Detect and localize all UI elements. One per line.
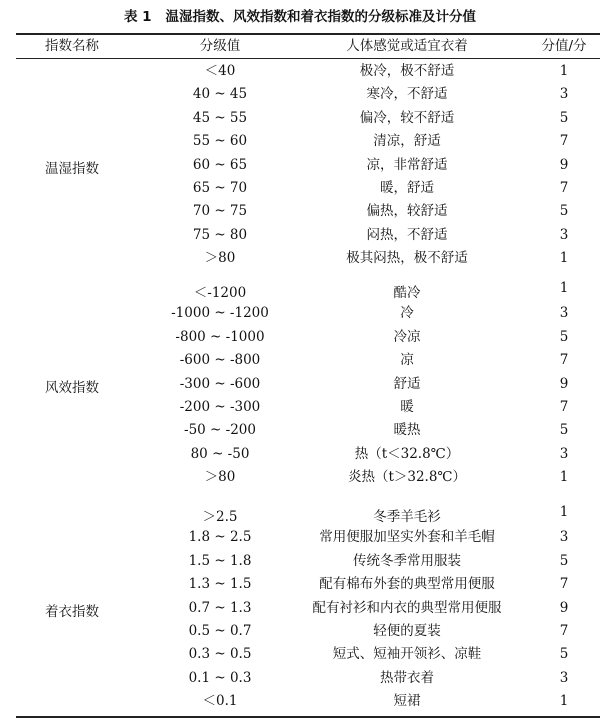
cell-feeling: 暖，舒适 xyxy=(380,180,434,196)
cell-score: 5 xyxy=(559,203,569,220)
cell-score: 1 xyxy=(559,693,569,710)
cell-feeling: 冷凉 xyxy=(393,328,421,345)
top-rule xyxy=(16,33,600,35)
cell-grade-value: ＜0.1 xyxy=(202,693,238,710)
cell-feeling: 配有衬衫和内衣的典型常用便服 xyxy=(312,599,502,616)
cell-score: 3 xyxy=(559,86,569,103)
cell-grade-value: -800 ~ -1000 xyxy=(175,328,265,345)
cell-grade-value: 0.1 ~ 0.3 xyxy=(188,669,252,686)
header-rule xyxy=(16,58,600,59)
cell-grade-value: 1.8 ~ 2.5 xyxy=(188,529,252,546)
cell-feeling: 寒冷，不舒适 xyxy=(366,86,448,103)
cell-feeling: 短式、短袖开领衫、凉鞋 xyxy=(332,646,482,663)
cell-grade-value: ＜-1200 xyxy=(193,285,247,301)
cell-score: 1 xyxy=(559,469,569,486)
cell-score: 9 xyxy=(559,156,569,173)
cell-score: 3 xyxy=(559,669,569,686)
cell-feeling: 常用便服加坚实外套和羊毛帽 xyxy=(319,529,495,546)
cell-grade-value: 65 ~ 70 xyxy=(192,180,248,196)
cell-grade-value: 80 ~ -50 xyxy=(190,445,250,462)
cell-feeling: 闷热，不舒适 xyxy=(366,226,448,243)
cell-score: 7 xyxy=(559,623,569,639)
cell-feeling: 舒适 xyxy=(393,375,421,392)
cell-score: 9 xyxy=(559,375,569,392)
cell-grade-value: 60 ~ 65 xyxy=(192,156,248,173)
cell-grade-value: 55 ~ 60 xyxy=(192,133,248,150)
cell-feeling: 极冷，极不舒适 xyxy=(359,63,455,79)
cell-grade-value: ＜40 xyxy=(204,63,236,79)
cell-grade-value: -600 ~ -800 xyxy=(179,352,261,369)
cell-feeling: 热带衣着 xyxy=(380,669,434,686)
cell-feeling: 传统冬季常用服装 xyxy=(353,552,461,569)
header-grade-value: 分级值 xyxy=(199,38,241,54)
cell-feeling: 配有棉布外套的典型常用便服 xyxy=(319,576,495,593)
cell-feeling: 极其闷热，极不舒适 xyxy=(346,250,468,267)
cell-feeling: 暖 xyxy=(400,399,414,415)
cell-grade-value: 0.3 ~ 0.5 xyxy=(188,646,252,663)
cell-score: 3 xyxy=(559,305,569,322)
cell-feeling: 偏冷，较不舒适 xyxy=(359,109,455,126)
group-name: 温湿指数 xyxy=(45,160,99,177)
cell-grade-value: 75 ~ 80 xyxy=(192,226,248,243)
cell-grade-value: -200 ~ -300 xyxy=(179,399,261,415)
cell-score: 5 xyxy=(559,552,569,569)
cell-grade-value: 40 ~ 45 xyxy=(192,86,248,103)
cell-grade-value: 70 ~ 75 xyxy=(192,203,248,220)
cell-score: 3 xyxy=(559,529,569,546)
cell-feeling: 冬季羊毛衫 xyxy=(373,509,441,525)
cell-score: 3 xyxy=(559,226,569,243)
header-feeling: 人体感觉或适宜衣着 xyxy=(346,38,468,54)
cell-feeling: 凉 xyxy=(400,352,414,369)
cell-grade-value: -50 ~ -200 xyxy=(184,422,256,439)
cell-score: 7 xyxy=(559,576,569,593)
bottom-rule xyxy=(16,716,600,718)
group-name: 着衣指数 xyxy=(45,603,99,620)
cell-grade-value: 1.3 ~ 1.5 xyxy=(188,576,252,593)
cell-score: 1 xyxy=(559,250,569,267)
cell-grade-value: ＞2.5 xyxy=(202,509,238,525)
table-number: 表 1 xyxy=(123,9,152,25)
cell-score: 1 xyxy=(559,504,569,520)
group-name: 风效指数 xyxy=(45,379,99,396)
header-index-name: 指数名称 xyxy=(45,38,99,54)
cell-score: 5 xyxy=(559,646,569,663)
cell-grade-value: 1.5 ~ 1.8 xyxy=(188,552,252,569)
cell-grade-value: ＞80 xyxy=(204,250,236,267)
cell-grade-value: 0.5 ~ 0.7 xyxy=(188,623,252,639)
cell-score: 3 xyxy=(559,445,569,462)
cell-score: 7 xyxy=(559,352,569,369)
cell-score: 1 xyxy=(559,280,569,296)
cell-feeling: 清凉，舒适 xyxy=(373,133,441,150)
table-title: 温湿指数、风效指数和着衣指数的分级标准及计分值 xyxy=(165,9,477,25)
cell-grade-value: -300 ~ -600 xyxy=(179,375,261,392)
cell-feeling: 酷冷 xyxy=(393,285,421,301)
cell-grade-value: ＞80 xyxy=(204,469,236,486)
cell-score: 5 xyxy=(559,422,569,439)
cell-score: 9 xyxy=(559,599,569,616)
cell-score: 7 xyxy=(559,399,569,415)
cell-feeling: 轻便的夏装 xyxy=(373,623,441,639)
cell-feeling: 冷 xyxy=(400,305,414,322)
cell-score: 7 xyxy=(559,133,569,150)
cell-score: 1 xyxy=(559,63,569,79)
cell-grade-value: 45 ~ 55 xyxy=(192,109,248,126)
cell-score: 5 xyxy=(559,109,569,126)
table-caption xyxy=(0,6,600,28)
cell-feeling: 凉，非常舒适 xyxy=(366,156,448,173)
cell-feeling: 偏热，较舒适 xyxy=(366,203,448,220)
cell-feeling: 炎热（t＞32.8℃） xyxy=(347,469,467,486)
header-score: 分值/分 xyxy=(541,38,587,54)
cell-grade-value: 0.7 ~ 1.3 xyxy=(188,599,252,616)
cell-feeling: 热（t＜32.8℃） xyxy=(354,445,460,462)
cell-feeling: 暖热 xyxy=(393,422,421,439)
cell-score: 5 xyxy=(559,328,569,345)
cell-grade-value: -1000 ~ -1200 xyxy=(171,305,269,322)
cell-feeling: 短裙 xyxy=(393,693,421,710)
cell-score: 7 xyxy=(559,180,569,196)
